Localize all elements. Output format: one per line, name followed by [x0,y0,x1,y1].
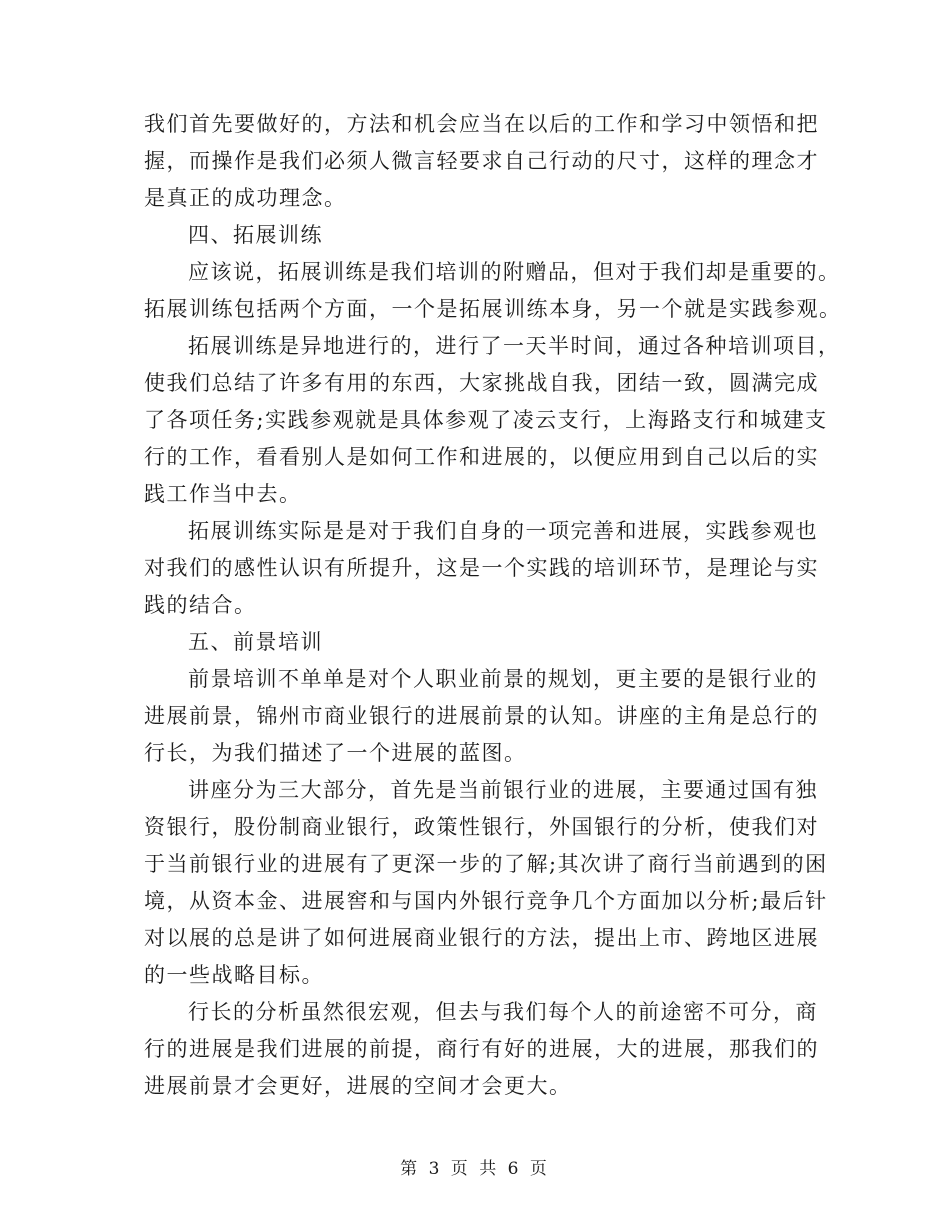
text-line: 我们首先要做好的，方法和机会应当在以后的工作和学习中领悟和把 [144,112,819,136]
text-line: 对我们的感性认识有所提升，这是一个实践的培训环节，是理论与实 [144,556,819,580]
text-line: 前景培训不单单是对个人职业前景的规划，更主要的是银行业的 [188,667,818,691]
text-line: 是真正的成功理念。 [144,186,347,210]
text-line: 行的工作，看看别人是如何工作和进展的，以便应用到自己以后的实 [144,445,819,469]
text-line: 了各项任务;实践参观就是具体参观了凌云支行，上海路支行和城建支 [144,408,828,432]
text-line: 于当前银行业的进展有了更深一步的了解;其次讲了商行当前遇到的困 [144,852,828,876]
text-line: 拓展训练实际是是对于我们自身的一项完善和进展，实践参观也 [188,519,818,543]
text-line: 践的结合。 [144,593,257,617]
text-line: 行长的分析虽然很宏观，但去与我们每个人的前途密不可分，商 [188,1000,818,1024]
text-line: 进展前景，锦州市商业银行的进展前景的认知。讲座的主角是总行的 [144,704,819,728]
text-line: 使我们总结了许多有用的东西，大家挑战自我，团结一致，圆满完成 [144,371,819,395]
text-line: 的一些战略目标。 [144,963,324,987]
text-line: 行的进展是我们进展的前提，商行有好的进展，大的进展，那我们的 [144,1037,819,1061]
text-line: 拓展训练是异地进行的，进行了一天半时间，通过各种培训项目， [188,334,841,358]
document-body [144,106,842,1105]
text-line: 资银行，股份制商业银行，政策性银行，外国银行的分析，使我们对 [144,815,819,839]
text-line: 应该说，拓展训练是我们培训的附赠品，但对于我们却是重要的。 [188,260,841,284]
text-line: 践工作当中去。 [144,482,302,506]
page-number-footer: 第 3 页 共 6 页 [400,1159,550,1179]
text-line: 五、前景培训 [188,630,323,654]
text-line: 进展前景才会更好，进展的空间才会更大。 [144,1074,572,1098]
text-line: 行长，为我们描述了一个进展的蓝图。 [144,741,527,765]
text-line: 四、拓展训练 [188,223,323,247]
text-line: 境，从资本金、进展窖和与国内外银行竞争几个方面加以分析;最后针 [144,889,828,913]
text-line: 拓展训练包括两个方面，一个是拓展训练本身，另一个就是实践参观。 [144,297,842,321]
text-line: 握，而操作是我们必须人微言轻要求自己行动的尺寸，这样的理念才 [144,149,819,173]
text-line: 讲座分为三大部分，首先是当前银行业的进展，主要通过国有独 [188,778,818,802]
text-line: 对以展的总是讲了如何进展商业银行的方法，提出上市、跨地区进展 [144,926,819,950]
